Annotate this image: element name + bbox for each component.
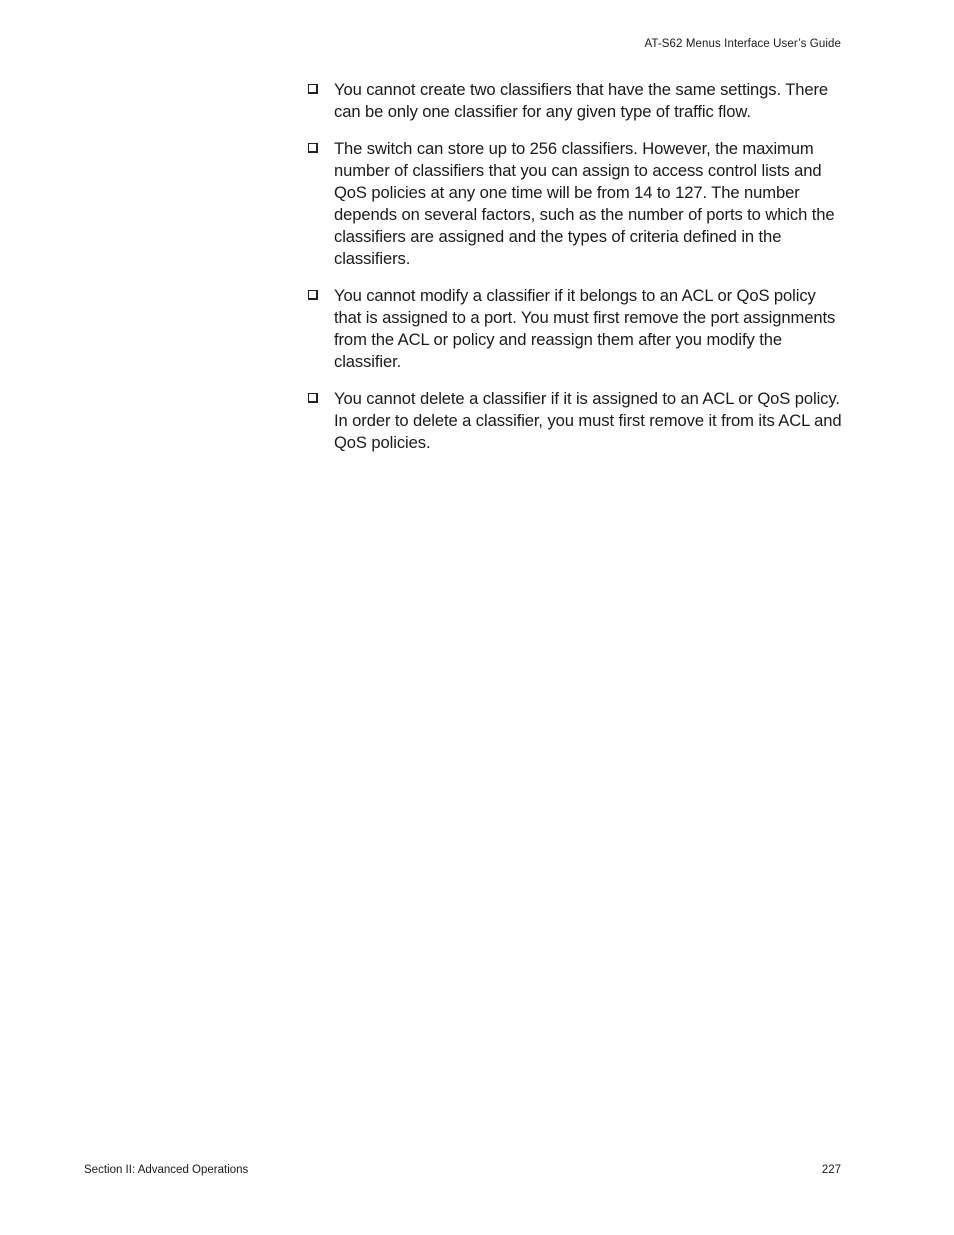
list-item [308,79,842,123]
bullet-list [308,79,842,469]
bullet-text: You cannot delete a classifier if it is assigned to an ACL or QoS policy. In order to delete a classifier, you must first remove it from its ACL and QoS policies. [334,389,842,452]
checkbox-bullet-icon [308,290,318,300]
checkbox-bullet-icon [308,393,318,403]
footer-section-label: Section II: Advanced Operations [84,1164,249,1176]
list-item [308,388,842,454]
checkbox-bullet-icon [308,84,318,94]
list-item [308,138,842,270]
page-number: 227 [821,1164,841,1176]
list-item [308,285,842,373]
bullet-text: You cannot modify a classifier if it belongs to an ACL or QoS policy that is assigned to a port. You must first remove the port assignments from the ACL or policy and reassign them after you modify the classifier. [334,286,836,371]
bullet-text: You cannot create two classifiers that have the same settings. There can be only one classifier for any given type of traffic flow. [334,80,829,121]
running-header: AT-S62 Menus Interface User’s Guide [644,38,841,50]
checkbox-bullet-icon [308,143,318,153]
bullet-text: The switch can store up to 256 classifiers. However, the maximum number of classifiers that you can assign to access control lists and QoS policies at any one time will be from 14 to 127. The number depends on several factors, such as the number of ports to which the classifiers are assigned and the types of criteria defined in the classifiers. [334,139,835,268]
